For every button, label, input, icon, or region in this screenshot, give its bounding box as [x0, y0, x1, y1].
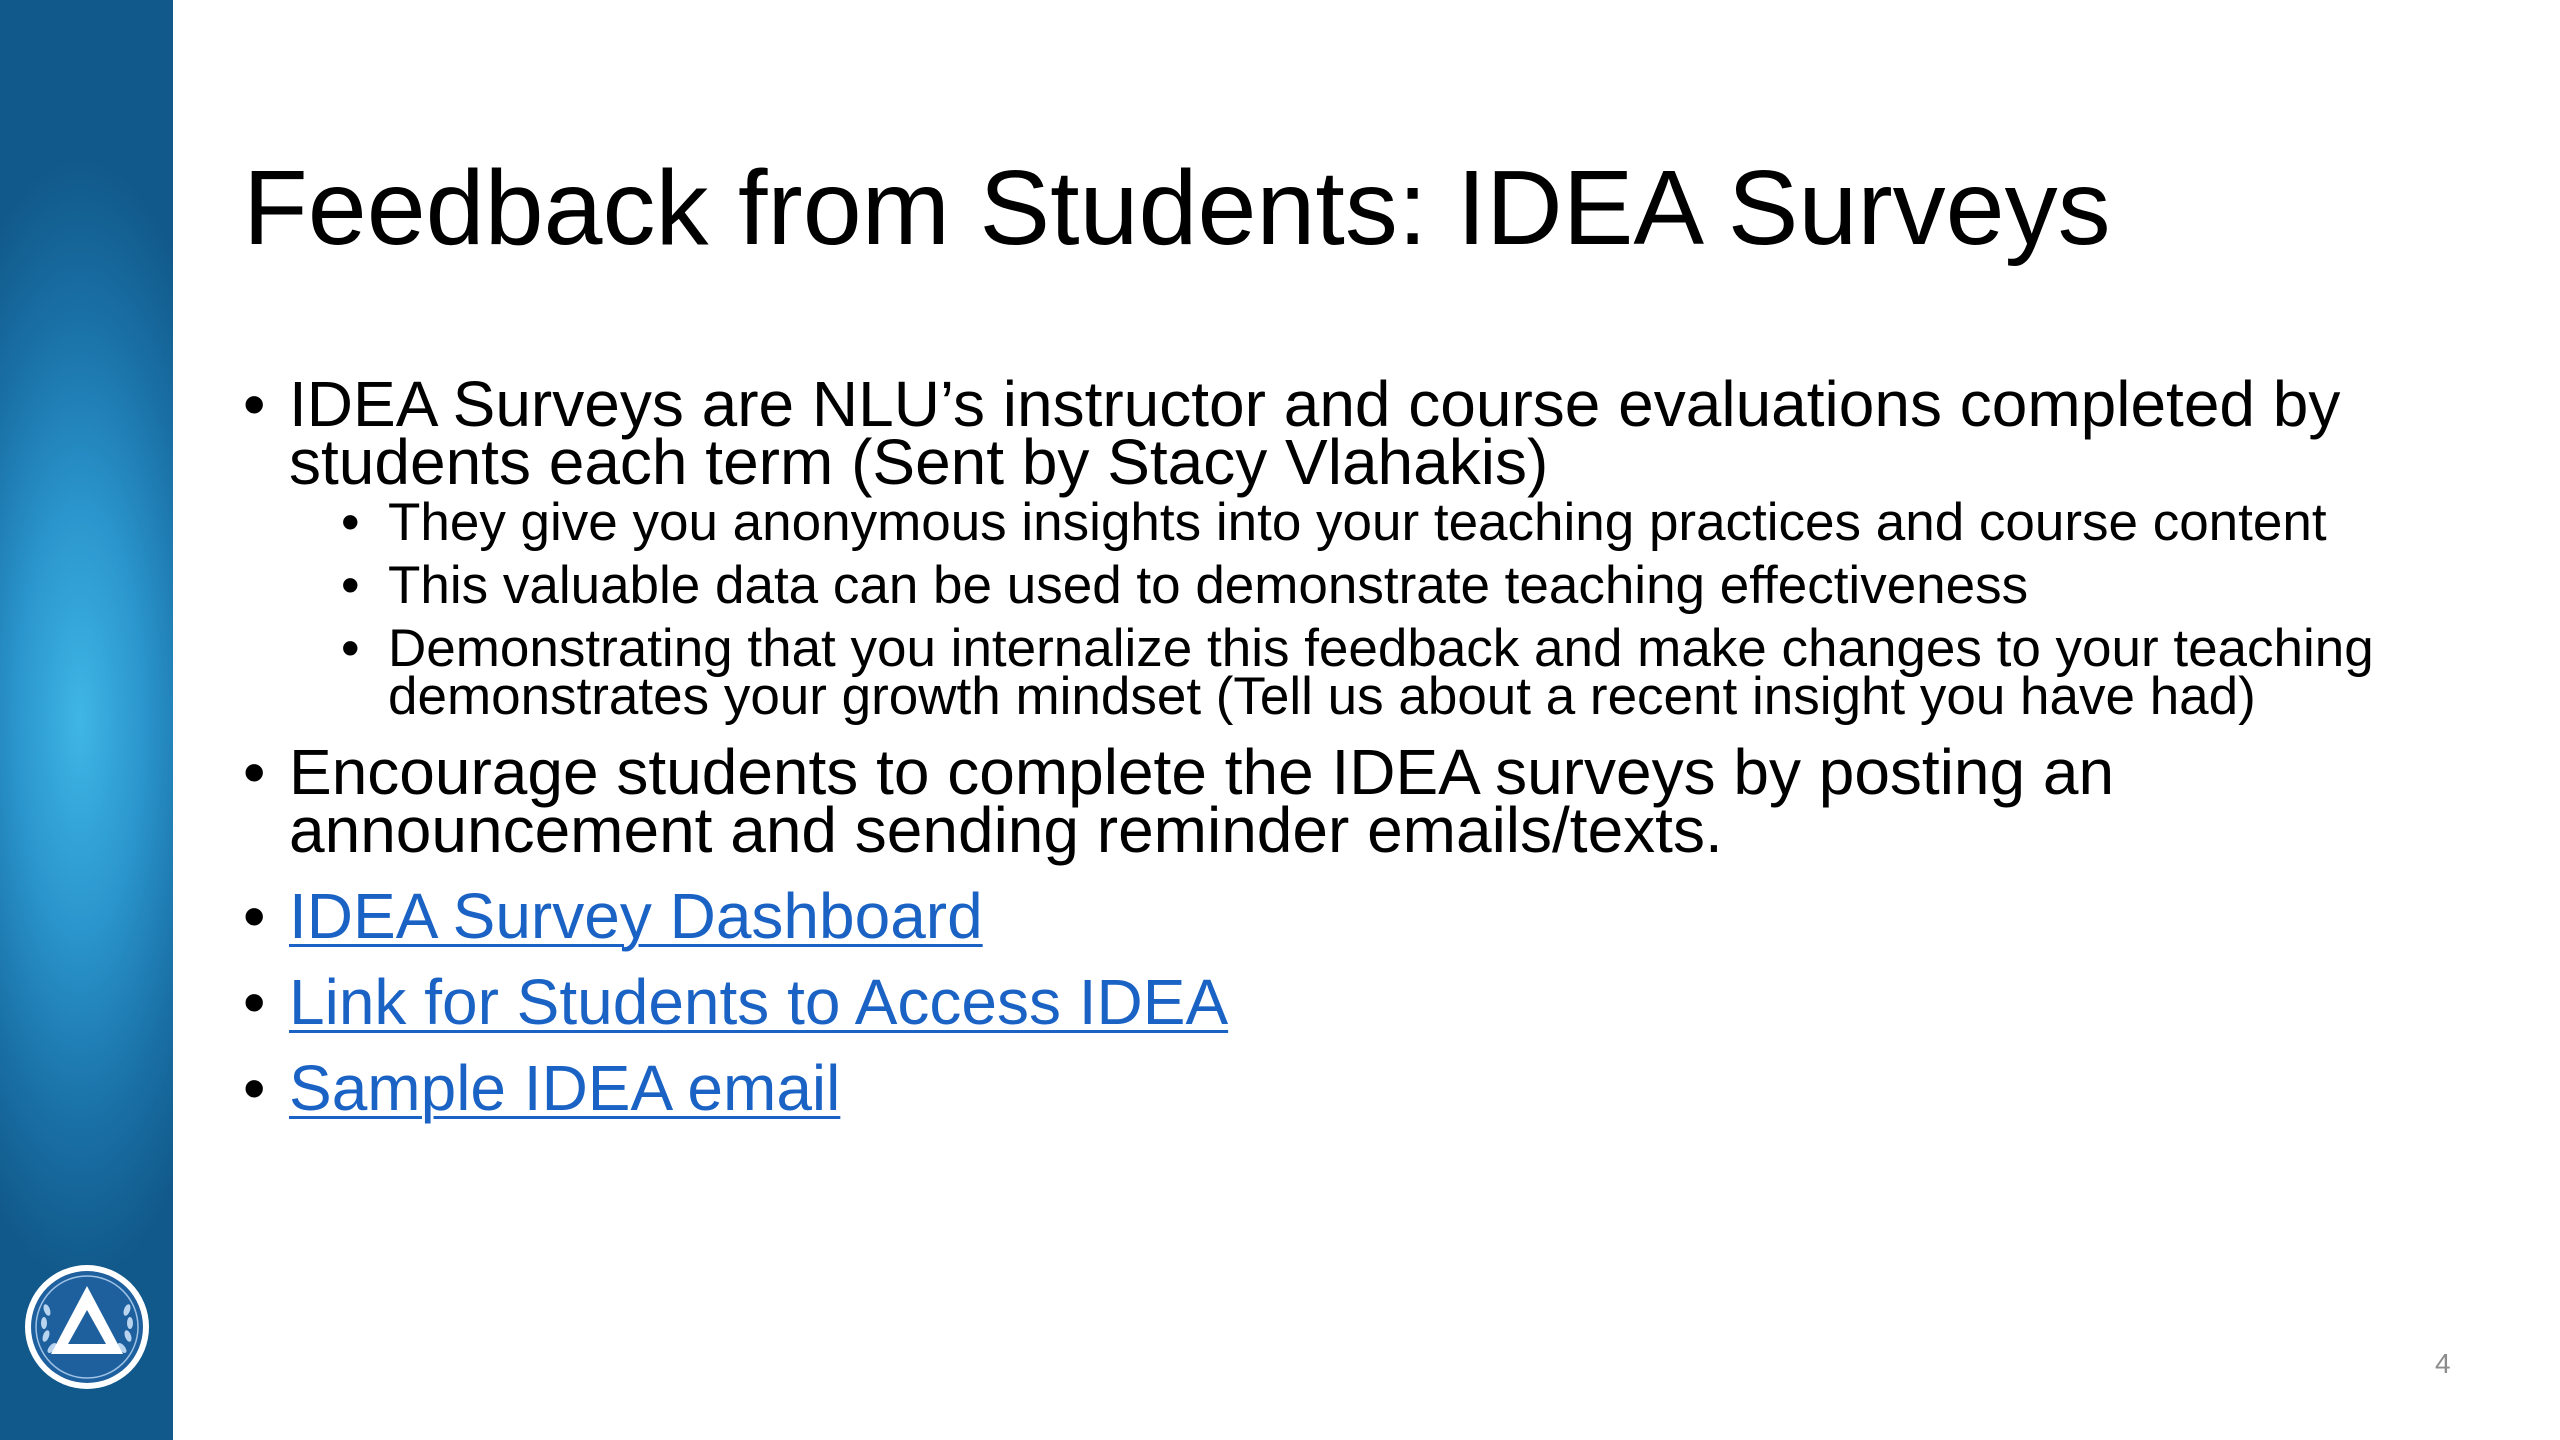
page-number: 4: [2435, 1348, 2451, 1379]
sub-bullet-anonymous-insights: • They give you anonymous insights into your teaching practices and course content: [243, 499, 2493, 547]
slide-title: Feedback from Students: IDEA Surveys: [243, 149, 2111, 267]
university-seal-icon: [22, 1262, 152, 1392]
idea-survey-dashboard-link[interactable]: IDEA Survey Dashboard: [289, 880, 983, 952]
bullet-idea-surveys: • IDEA Surveys are NLU’s instructor and course evaluations completed by students each term (Sent by Stacy Vlahakis): [243, 375, 2493, 491]
student-access-idea-link[interactable]: Link for Students to Access IDEA: [289, 966, 1229, 1038]
sidebar-accent-bar: [0, 0, 173, 1440]
bullet-student-access-link: [243, 966, 2493, 1038]
sub-bullet-teaching-effectiveness: • This valuable data can be used to demonstrate teaching effectiveness: [243, 562, 2493, 610]
sub-bullet-growth-mindset: • Demonstrating that you internalize this feedback and make changes to your teaching demonstrates your growth mindset (Tell us about a recent insight you have had): [243, 625, 2493, 721]
bullet-dashboard-link: [243, 880, 2493, 952]
bullet-encourage-students: • Encourage students to complete the IDEA surveys by posting an announcement and sending reminder emails/texts.: [243, 743, 2493, 859]
sample-idea-email-link[interactable]: Sample IDEA email: [289, 1052, 841, 1124]
slide-content: [243, 368, 2493, 1124]
bullet-sample-email-link: [243, 1052, 2493, 1124]
